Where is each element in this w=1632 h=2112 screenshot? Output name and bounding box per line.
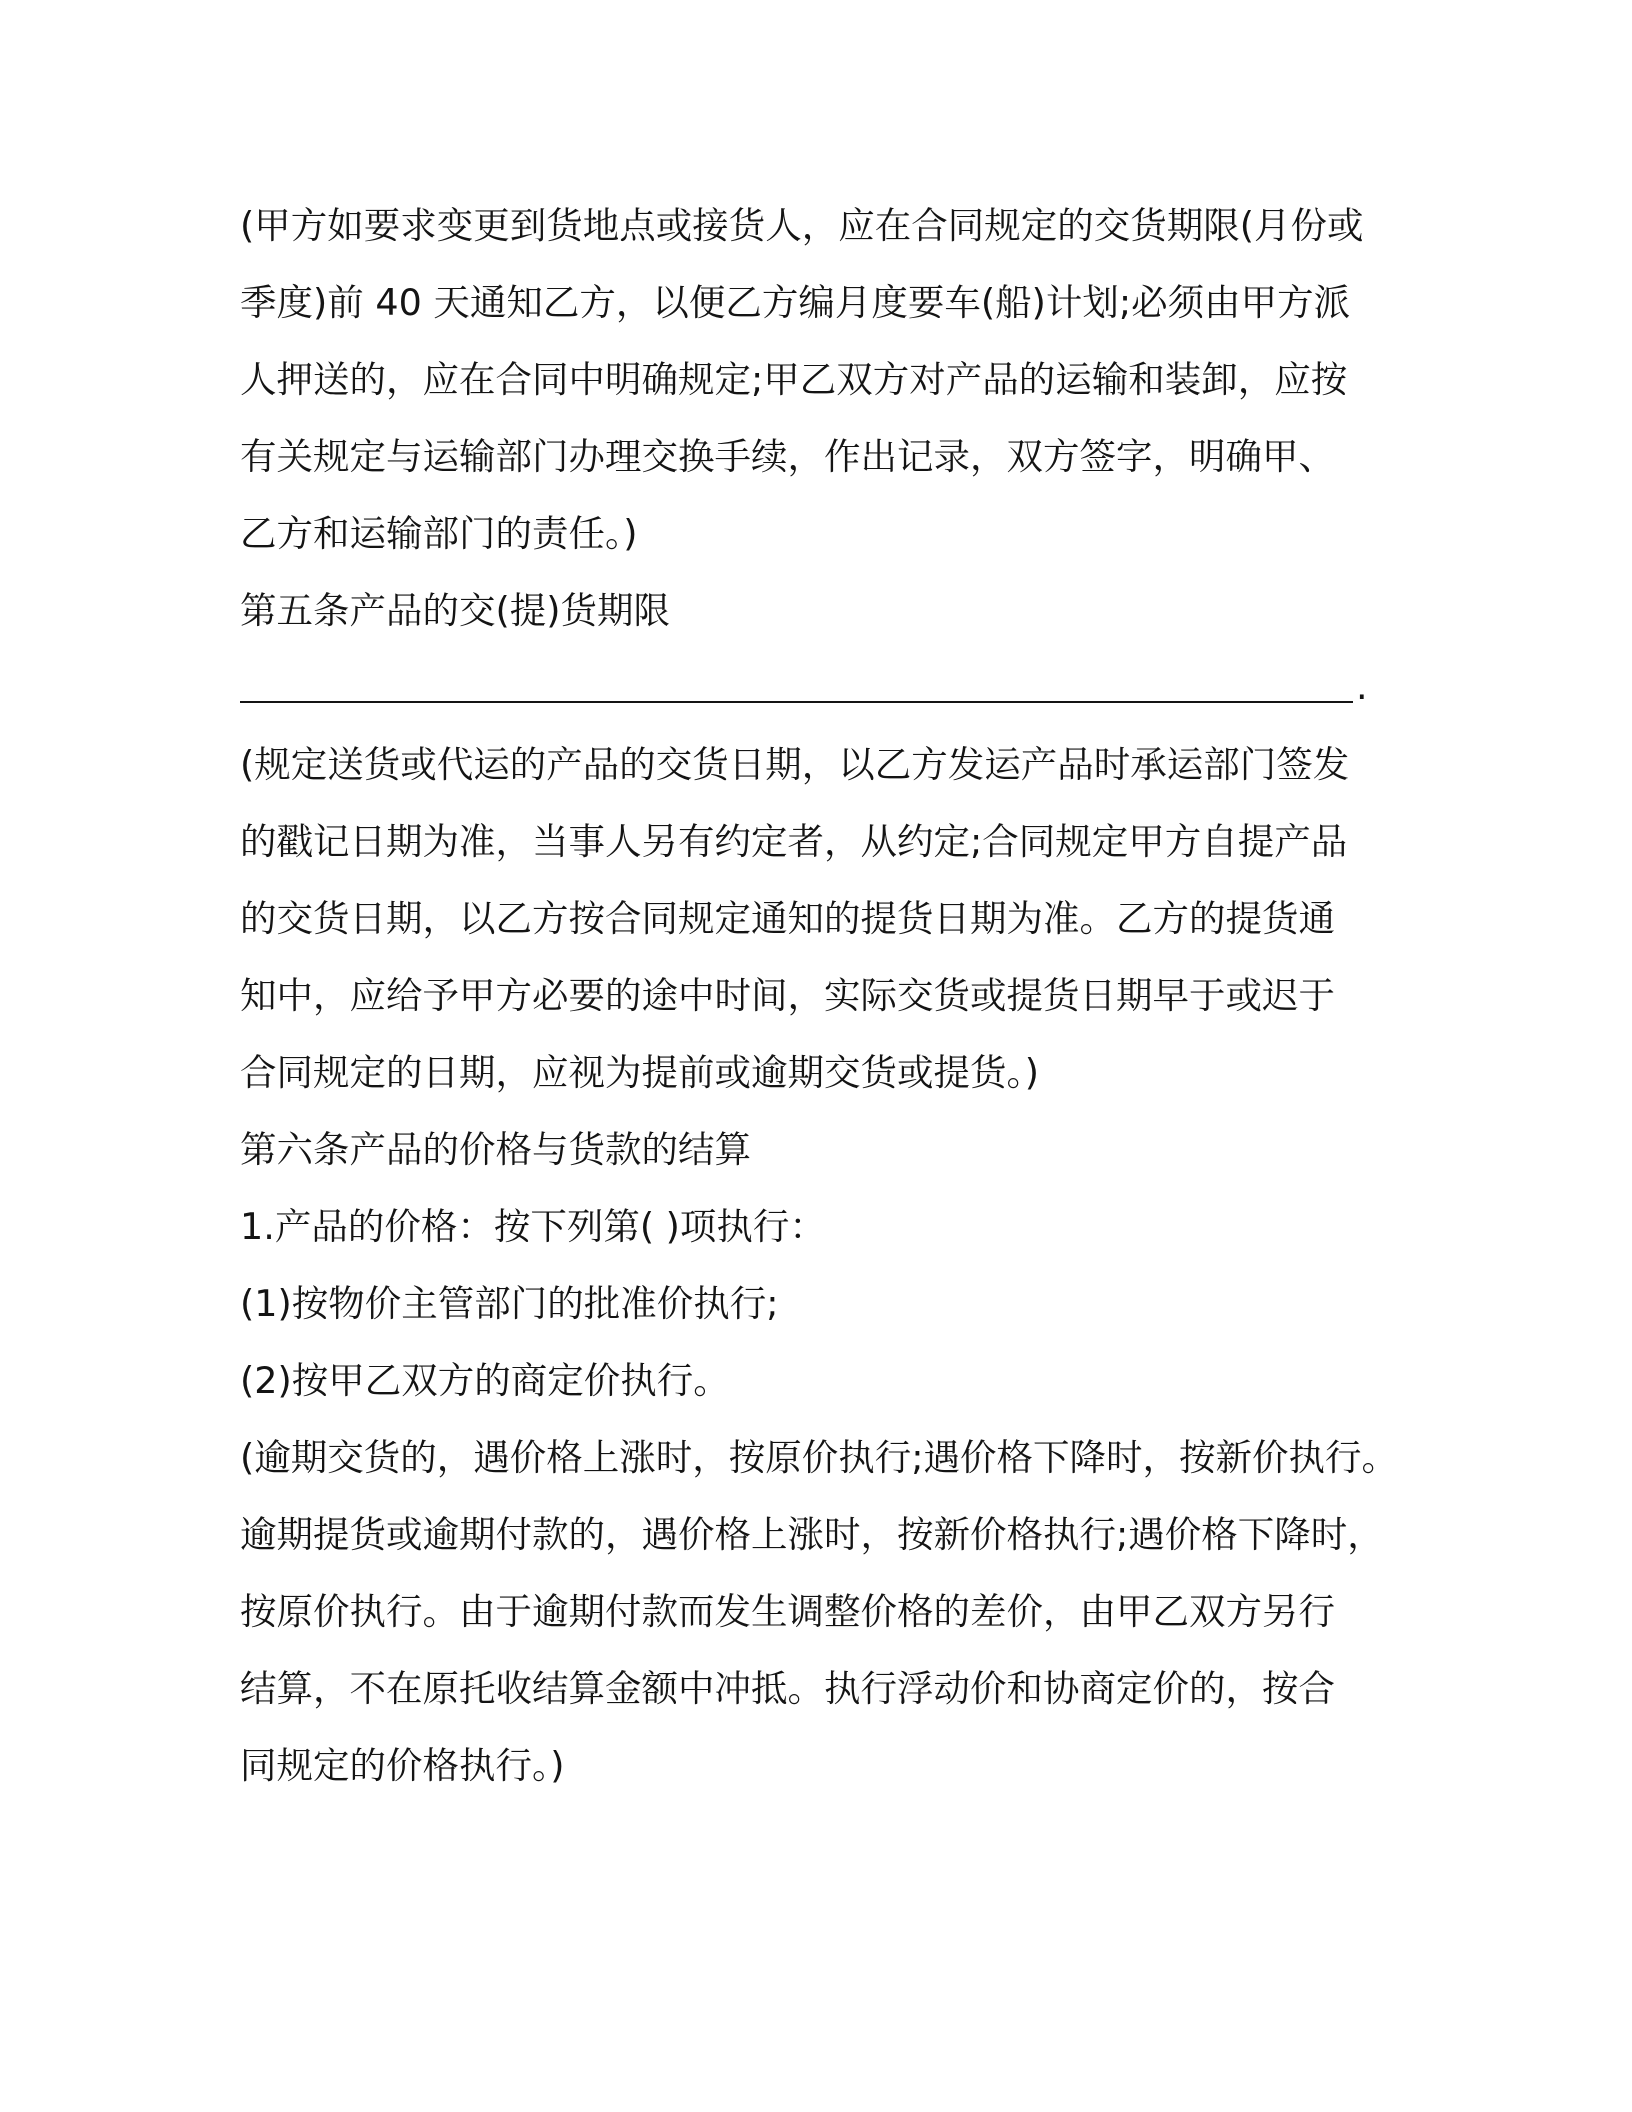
text-line: 按原价执行。由于逾期付款而发生调整价格的差价，由甲乙双方另行 [240, 1590, 1335, 1633]
price-clause: 1.产品的价格：按下列第( )项执行： [240, 1205, 826, 1248]
text-line: 有关规定与运输部门办理交换手续，作出记录，双方签字，明确甲、 [240, 435, 1335, 478]
text-line: (逾期交货的，遇价格上涨时，按原价执行;遇价格下降时，按新价执行。 [240, 1436, 1399, 1479]
text-line: 同规定的价格执行。) [240, 1744, 565, 1787]
blank-period: . [1356, 665, 1368, 708]
fill-in-blank-line [240, 649, 1440, 726]
text-line: 知中，应给予甲方必要的途中时间，实际交货或提货日期早于或迟于 [240, 974, 1335, 1017]
text-line: 结算，不在原托收结算金额中冲抵。执行浮动价和协商定价的，按合 [240, 1667, 1335, 1710]
text-line: 合同规定的日期，应视为提前或逾期交货或提货。) [240, 1051, 1039, 1094]
text-line: 的戳记日期为准，当事人另有约定者，从约定;合同规定甲方自提产品 [240, 820, 1348, 863]
text-line: 的交货日期，以乙方按合同规定通知的提货日期为准。乙方的提货通 [240, 897, 1335, 940]
document-body [240, 187, 1440, 1804]
price-option-2: (2)按甲乙双方的商定价执行。 [240, 1359, 730, 1402]
text-line: 人押送的，应在合同中明确规定;甲乙双方对产品的运输和装卸，应按 [240, 358, 1348, 401]
blank-underline [240, 701, 1353, 703]
text-line: 乙方和运输部门的责任。) [240, 512, 638, 555]
article-6-heading: 第六条产品的价格与货款的结算 [240, 1128, 751, 1171]
text-line: 季度)前 40 天通知乙方，以便乙方编月度要车(船)计划;必须由甲方派 [240, 281, 1351, 324]
price-option-1: (1)按物价主管部门的批准价执行; [240, 1282, 779, 1325]
text-line: (规定送货或代运的产品的交货日期，以乙方发运产品时承运部门签发 [240, 743, 1350, 786]
text-line: 逾期提货或逾期付款的，遇价格上涨时，按新价格执行;遇价格下降时， [240, 1513, 1384, 1556]
text-line: (甲方如要求变更到货地点或接货人，应在合同规定的交货期限(月份或 [240, 204, 1364, 247]
article-5-heading: 第五条产品的交(提)货期限 [240, 589, 670, 632]
